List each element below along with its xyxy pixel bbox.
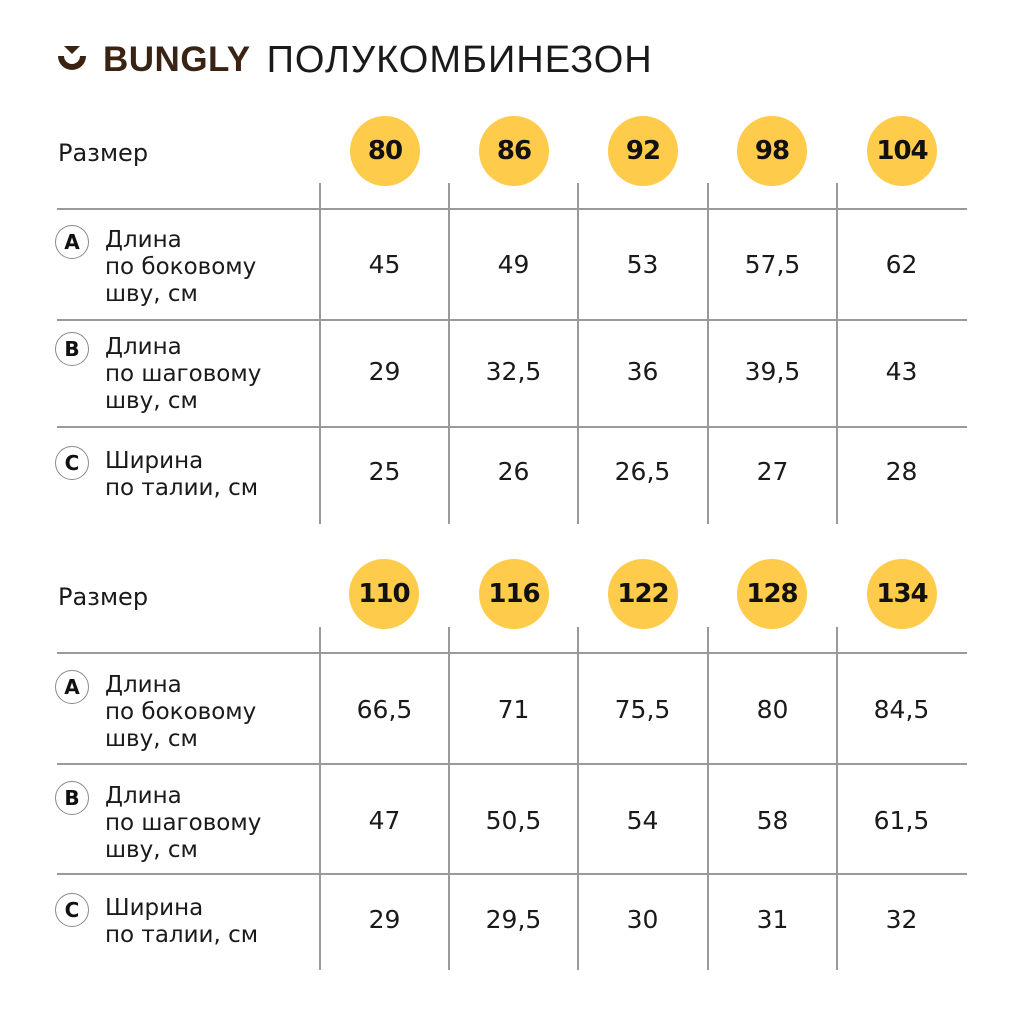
grid-divider	[57, 426, 967, 428]
size-badge: 122	[608, 559, 678, 629]
letter-b-icon: B	[55, 781, 89, 815]
label-line: Длина	[105, 783, 182, 809]
table-cell: 36	[626, 357, 659, 386]
size-badge: 116	[479, 559, 549, 629]
table-cell: 58	[756, 806, 789, 835]
size-badge: 86	[479, 116, 549, 186]
table-cell: 29	[368, 905, 401, 934]
table-cell: 53	[626, 250, 659, 279]
table-cell: 47	[368, 806, 401, 835]
page-title: ПОЛУКОМБИНЕЗОН	[266, 38, 653, 81]
size-badge: 92	[608, 116, 678, 186]
label-line: Длина	[105, 334, 182, 360]
table-cell: 80	[756, 695, 789, 724]
label-line: по талии, см	[105, 922, 259, 948]
table-cell: 32,5	[485, 357, 542, 386]
table-cell: 26,5	[614, 457, 671, 486]
table-cell: 49	[497, 250, 530, 279]
grid-divider	[57, 873, 967, 875]
grid-divider	[57, 208, 967, 210]
table-cell: 29	[368, 357, 401, 386]
table-cell: 39,5	[744, 357, 801, 386]
table-cell: 84,5	[873, 695, 930, 724]
table-cell: 29,5	[485, 905, 542, 934]
bungly-logo-icon	[55, 43, 89, 77]
table-cell: 54	[626, 806, 659, 835]
letter-b-icon: B	[55, 332, 89, 366]
table-cell: 30	[626, 905, 659, 934]
letter-a-icon: A	[55, 225, 89, 259]
label-line: Длина	[105, 227, 182, 253]
table-cell: 71	[497, 695, 530, 724]
table-cell: 32	[885, 905, 918, 934]
table-cell: 28	[885, 457, 918, 486]
measure-label-b	[55, 783, 261, 864]
size-badge: 128	[737, 559, 807, 629]
table-cell: 62	[885, 250, 918, 279]
size-badge: 110	[349, 559, 419, 629]
brand-name: BUNGLY	[103, 40, 251, 79]
label-line: шву, см	[105, 281, 198, 307]
label-line: Длина	[105, 672, 182, 698]
label-line: по талии, см	[105, 475, 259, 501]
grid-divider	[57, 763, 967, 765]
size-badge: 98	[737, 116, 807, 186]
label-line: по шаговому	[105, 361, 262, 387]
table-cell: 57,5	[744, 250, 801, 279]
label-line: шву, см	[105, 388, 198, 414]
label-line: Ширина	[105, 895, 204, 921]
label-line: по боковому	[105, 254, 257, 280]
measure-label-c	[55, 448, 258, 502]
table-cell: 27	[756, 457, 789, 486]
grid-divider	[57, 319, 967, 321]
size-badge: 134	[867, 559, 937, 629]
letter-a-icon: A	[55, 670, 89, 704]
measure-label-a	[55, 227, 256, 308]
size-badge: 104	[867, 116, 937, 186]
label-line: по шаговому	[105, 810, 262, 836]
letter-c-icon: C	[55, 893, 89, 927]
size-badge: 80	[350, 116, 420, 186]
table-cell: 31	[756, 905, 789, 934]
table-cell: 43	[885, 357, 918, 386]
size-header-label: Размер	[58, 139, 149, 167]
table-cell: 26	[497, 457, 530, 486]
grid-divider	[57, 652, 967, 654]
label-line: шву, см	[105, 837, 198, 863]
table-cell: 66,5	[356, 695, 413, 724]
page-header	[55, 38, 653, 82]
measure-label-c	[55, 895, 258, 949]
table-cell: 61,5	[873, 806, 930, 835]
table-cell: 75,5	[614, 695, 671, 724]
label-line: шву, см	[105, 726, 198, 752]
table-cell: 25	[368, 457, 401, 486]
table-cell: 50,5	[485, 806, 542, 835]
measure-label-a	[55, 672, 256, 753]
size-header-label: Размер	[58, 583, 149, 611]
measure-label-b	[55, 334, 261, 415]
letter-c-icon: C	[55, 446, 89, 480]
table-cell: 45	[368, 250, 401, 279]
label-line: по боковому	[105, 699, 257, 725]
label-line: Ширина	[105, 448, 204, 474]
